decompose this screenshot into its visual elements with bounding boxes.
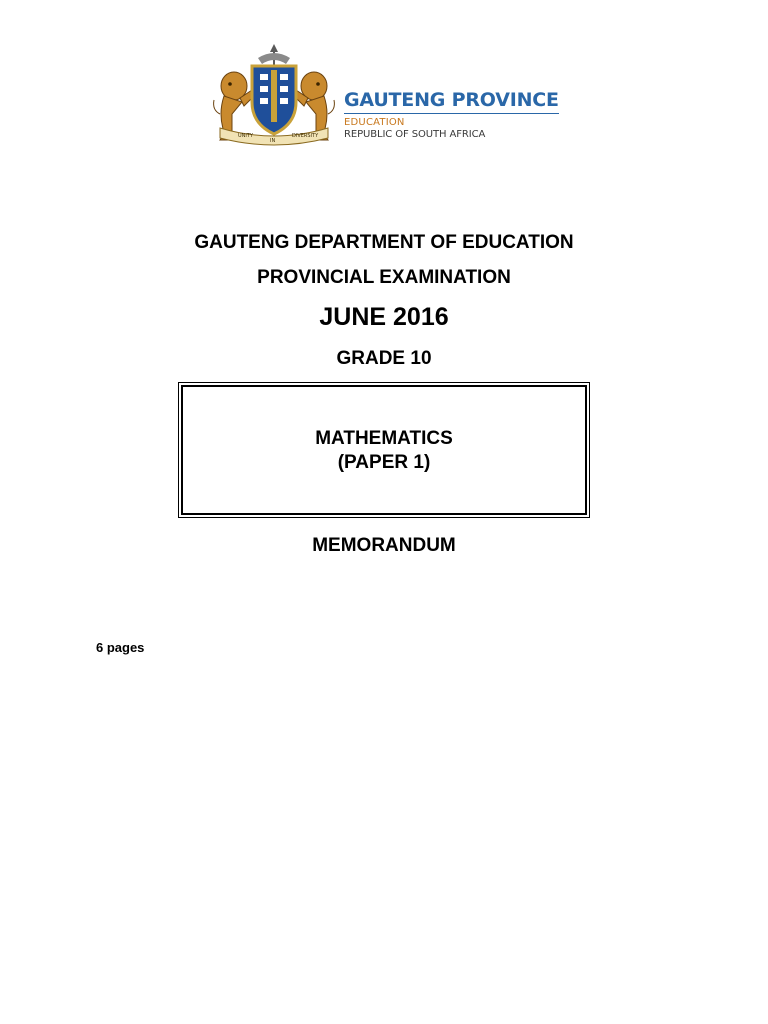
logo-subtitle-country: REPUBLIC OF SOUTH AFRICA	[344, 129, 486, 140]
logo-subtitle-education: EDUCATION	[344, 117, 405, 128]
grade-heading: GRADE 10	[336, 348, 432, 369]
coat-of-arms-icon	[210, 44, 338, 148]
subject-name: MATHEMATICS	[315, 428, 453, 449]
document-type: MEMORANDUM	[312, 535, 456, 556]
motto-word: DIVERSITY	[292, 133, 319, 139]
page-count: 6 pages	[96, 640, 145, 655]
paper-number: (PAPER 1)	[337, 452, 431, 473]
motto-word: UNITY	[238, 133, 253, 139]
logo-title: GAUTENG PROVINCE	[344, 89, 559, 114]
motto-word: IN	[270, 138, 276, 144]
logo-text	[344, 89, 559, 141]
gauteng-logo	[210, 44, 559, 152]
subject-box	[178, 382, 590, 518]
subject-box-inner	[181, 385, 587, 515]
department-heading: GAUTENG DEPARTMENT OF EDUCATION	[194, 232, 574, 253]
subject-text	[183, 427, 585, 475]
exam-date: JUNE 2016	[319, 303, 449, 331]
exam-type-heading: PROVINCIAL EXAMINATION	[257, 267, 511, 288]
